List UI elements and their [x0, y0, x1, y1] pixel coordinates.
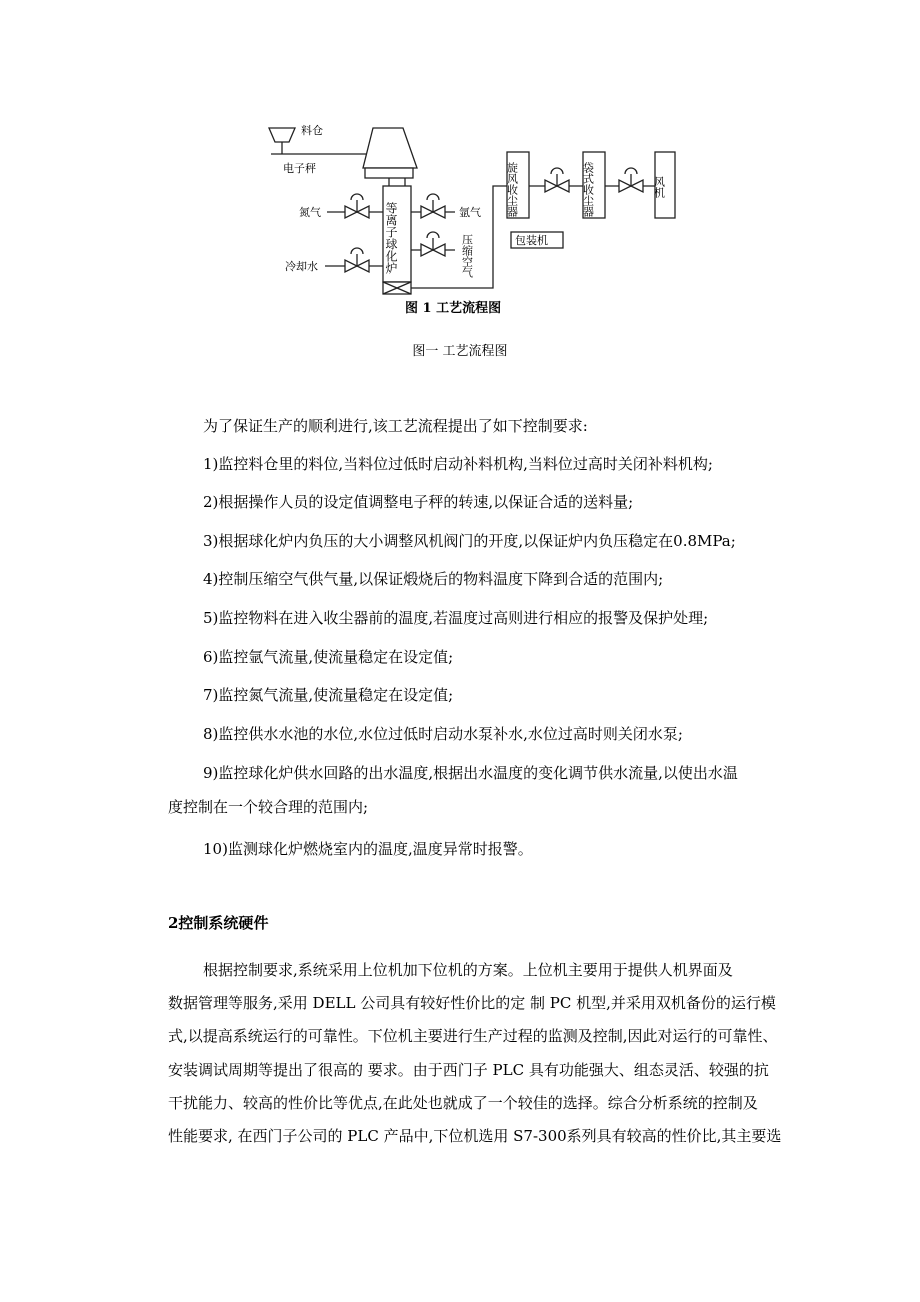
- requirement-item: 4)控制压缩空气供气量,以保证煅烧后的物料温度下降到合适的范围内;: [203, 570, 664, 588]
- hardware-paragraph-line: 数据管理等服务,采用 DELL 公司具有较好性价比的定 制 PC 机型,并采用双机备份的运行模: [168, 994, 776, 1012]
- label-compressed-air: 压缩空气: [460, 234, 474, 278]
- requirement-item: 6)监控氩气流量,使流量稳定在设定值;: [203, 648, 454, 666]
- hardware-paragraph-line: 干扰能力、较高的性价比等优点,在此处也就成了一个较佳的选择。综合分析系统的控制及: [168, 1094, 758, 1112]
- intro-paragraph: 为了保证生产的顺利进行,该工艺流程提出了如下控制要求:: [203, 417, 588, 435]
- process-flow-diagram: [255, 120, 745, 320]
- label-cooling-water: 冷却水: [285, 260, 318, 273]
- label-scale: 电子秤: [283, 162, 316, 175]
- label-furnace: 等离子球化炉: [384, 202, 398, 274]
- figure-caption: 图一 工艺流程图: [412, 344, 508, 359]
- hardware-paragraph-line: 安装调试周期等提出了很高的 要求。由于西门子 PLC 具有功能强大、组态灵活、较强的抗: [168, 1061, 769, 1079]
- label-nitrogen: 氮气: [299, 206, 321, 219]
- label-argon: 氩气: [459, 206, 481, 219]
- requirement-item: 2)根据操作人员的设定值调整电子秤的转速,以保证合适的送料量;: [203, 493, 634, 511]
- requirement-item: 1)监控料仓里的料位,当料位过低时启动补料机构,当料位过高时关闭补料机构;: [203, 455, 713, 473]
- label-packing: 包装机: [515, 234, 548, 247]
- requirement-item: 10)监测球化炉燃烧室内的温度,温度异常时报警。: [203, 840, 533, 858]
- requirement-item: 3)根据球化炉内负压的大小调整风机阀门的开度,以保证炉内负压稳定在0.8MPa;: [203, 532, 736, 550]
- bin-hopper-shape: [269, 128, 295, 142]
- requirement-item: 8)监控供水水池的水位,水位过低时启动水泵补水,水位过高时则关闭水泵;: [203, 725, 683, 743]
- requirement-item: 5)监控物料在进入收尘器前的温度,若温度过高则进行相应的报警及保护处理;: [203, 609, 709, 627]
- label-bin: 料仓: [301, 124, 323, 137]
- requirement-item-continuation: 度控制在一个较合理的范围内;: [168, 798, 369, 816]
- hardware-paragraph-line: 根据控制要求,系统采用上位机加下位机的方案。上位机主要用于提供人机界面及: [203, 961, 733, 979]
- hardware-paragraph-line: 式,以提高系统运行的可靠性。下位机主要进行生产过程的监测及控制,因此对运行的可靠性、: [168, 1027, 778, 1045]
- label-fan: 风机: [652, 176, 666, 198]
- figure-inner-caption: 图 1 工艺流程图: [405, 301, 502, 316]
- requirement-item: 7)监控氮气流量,使流量稳定在设定值;: [203, 686, 454, 704]
- hardware-paragraph-line: 性能要求, 在西门子公司的 PLC 产品中,下位机选用 S7-300系列具有较高的性价比,其主要选: [168, 1127, 782, 1145]
- label-bag-filter: 袋式收尘器: [581, 162, 595, 217]
- furnace-head-shape: [363, 128, 417, 168]
- requirement-item: 9)监控球化炉供水回路的出水温度,根据出水温度的变化调节供水流量,以使出水温: [203, 764, 738, 782]
- label-cyclone: 旋风收尘器: [505, 162, 519, 217]
- section-heading: 2控制系统硬件: [168, 914, 269, 932]
